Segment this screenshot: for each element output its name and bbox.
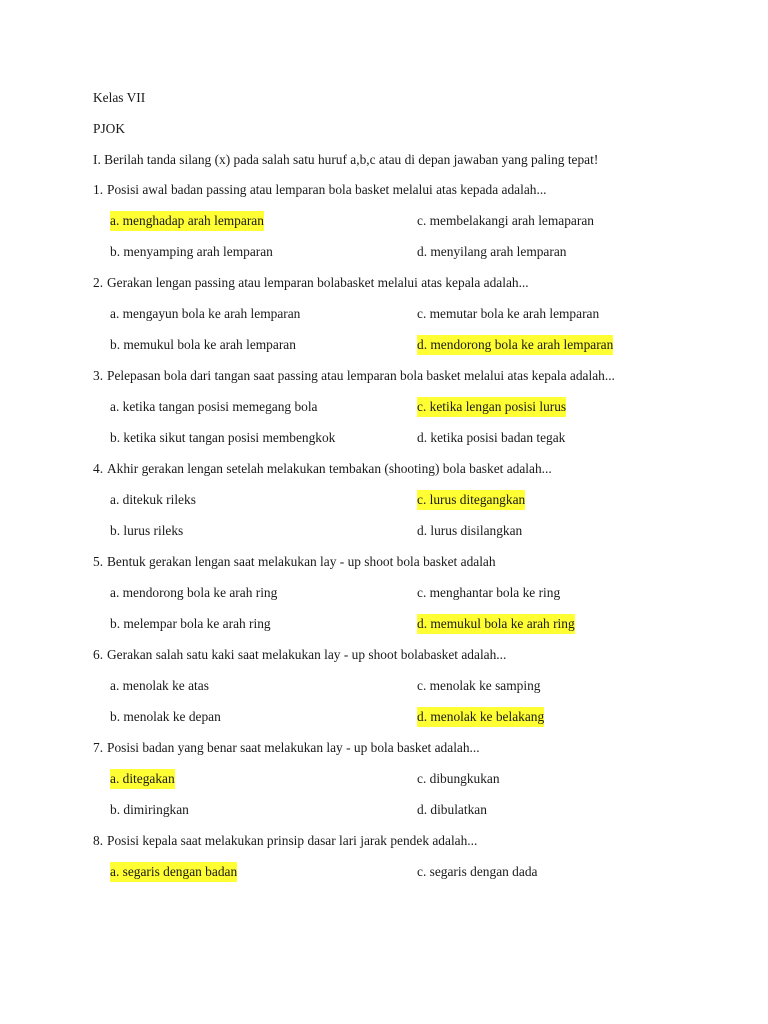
question-text bbox=[93, 180, 673, 200]
answer-option-highlighted: d. menolak ke belakang bbox=[417, 707, 544, 727]
options-row bbox=[93, 211, 673, 242]
options-row bbox=[93, 304, 673, 335]
question-number: 6. bbox=[93, 647, 104, 662]
answer-option-highlighted: a. segaris dengan badan bbox=[110, 862, 237, 882]
question-text bbox=[93, 738, 673, 758]
question-text bbox=[93, 273, 673, 293]
answer-option: c. memutar bola ke arah lemparan bbox=[417, 306, 600, 321]
answer-option: b. ketika sikut tangan posisi membengkok bbox=[110, 430, 336, 445]
answer-option: c. dibungkukan bbox=[417, 771, 500, 786]
options-row bbox=[93, 242, 673, 273]
question-text bbox=[93, 366, 673, 386]
question-body: Bentuk gerakan lengan saat melakukan lay - up shoot bola basket adalah bbox=[107, 554, 496, 569]
options-row bbox=[93, 583, 673, 614]
answer-option: b. memukul bola ke arah lemparan bbox=[110, 337, 296, 352]
answer-option-highlighted: c. lurus ditegangkan bbox=[417, 490, 525, 510]
answer-option: d. ketika posisi badan tegak bbox=[417, 430, 566, 445]
answer-option: a. mendorong bola ke arah ring bbox=[110, 585, 278, 600]
question-item bbox=[93, 366, 673, 459]
question-body: Posisi awal badan passing atau lemparan bola basket melalui atas kepada adalah... bbox=[107, 182, 547, 197]
question-item bbox=[93, 459, 673, 552]
question-text bbox=[93, 459, 673, 479]
answer-option-highlighted: d. mendorong bola ke arah lemparan bbox=[417, 335, 613, 355]
answer-option: c. membelakangi arah lemaparan bbox=[417, 213, 594, 228]
question-number: 8. bbox=[93, 833, 104, 848]
answer-option-highlighted: a. menghadap arah lemparan bbox=[110, 211, 264, 231]
question-item bbox=[93, 645, 673, 738]
question-number: 3. bbox=[93, 368, 104, 383]
question-text bbox=[93, 831, 673, 851]
answer-option: b. melempar bola ke arah ring bbox=[110, 616, 271, 631]
options-row bbox=[93, 397, 673, 428]
answer-option: d. menyilang arah lemparan bbox=[417, 244, 567, 259]
question-body: Posisi badan yang benar saat melakukan lay - up bola basket adalah... bbox=[107, 740, 480, 755]
question-body: Gerakan lengan passing atau lemparan bolabasket melalui atas kepala adalah... bbox=[107, 275, 529, 290]
options-row bbox=[93, 800, 673, 831]
document-page bbox=[93, 88, 673, 893]
answer-option: a. ketika tangan posisi memegang bola bbox=[110, 399, 318, 414]
question-number: 4. bbox=[93, 461, 104, 476]
instructions-text: I. Berilah tanda silang (x) pada salah satu huruf a,b,c atau di depan jawaban yang paling tepat! bbox=[93, 152, 599, 167]
question-item bbox=[93, 738, 673, 831]
question-item bbox=[93, 273, 673, 366]
options-row bbox=[93, 428, 673, 459]
answer-option: b. lurus rileks bbox=[110, 523, 184, 538]
answer-option: d. lurus disilangkan bbox=[417, 523, 523, 538]
options-row bbox=[93, 335, 673, 366]
question-body: Gerakan salah satu kaki saat melakukan lay - up shoot bolabasket adalah... bbox=[107, 647, 507, 662]
question-number: 2. bbox=[93, 275, 104, 290]
options-row bbox=[93, 676, 673, 707]
options-row bbox=[93, 521, 673, 552]
question-item bbox=[93, 552, 673, 645]
question-list bbox=[93, 180, 673, 893]
question-item bbox=[93, 180, 673, 273]
answer-option: d. dibulatkan bbox=[417, 802, 487, 817]
question-body: Posisi kepala saat melakukan prinsip dasar lari jarak pendek adalah... bbox=[107, 833, 478, 848]
answer-option: b. menolak ke depan bbox=[110, 709, 221, 724]
question-number: 1. bbox=[93, 182, 104, 197]
question-text bbox=[93, 552, 673, 572]
question-text bbox=[93, 645, 673, 665]
question-body: Akhir gerakan lengan setelah melakukan tembakan (shooting) bola basket adalah... bbox=[107, 461, 552, 476]
answer-option: c. menolak ke samping bbox=[417, 678, 541, 693]
options-row bbox=[93, 862, 673, 893]
question-number: 5. bbox=[93, 554, 104, 569]
class-label: Kelas VII bbox=[93, 90, 146, 105]
answer-option: c. menghantar bola ke ring bbox=[417, 585, 561, 600]
answer-option: b. dimiringkan bbox=[110, 802, 189, 817]
answer-option: a. ditekuk rileks bbox=[110, 492, 196, 507]
answer-option: a. menolak ke atas bbox=[110, 678, 209, 693]
question-item bbox=[93, 831, 673, 893]
answer-option: a. mengayun bola ke arah lemparan bbox=[110, 306, 301, 321]
answer-option-highlighted: d. memukul bola ke arah ring bbox=[417, 614, 575, 634]
options-row bbox=[93, 614, 673, 645]
options-row bbox=[93, 490, 673, 521]
question-body: Pelepasan bola dari tangan saat passing atau lemparan bola basket melalui atas kepala adalah... bbox=[107, 368, 615, 383]
options-row bbox=[93, 769, 673, 800]
question-number: 7. bbox=[93, 740, 104, 755]
options-row bbox=[93, 707, 673, 738]
answer-option-highlighted: a. ditegakan bbox=[110, 769, 175, 789]
subject-label: PJOK bbox=[93, 121, 125, 136]
answer-option-highlighted: c. ketika lengan posisi lurus bbox=[417, 397, 566, 417]
answer-option: c. segaris dengan dada bbox=[417, 864, 538, 879]
answer-option: b. menyamping arah lemparan bbox=[110, 244, 273, 259]
